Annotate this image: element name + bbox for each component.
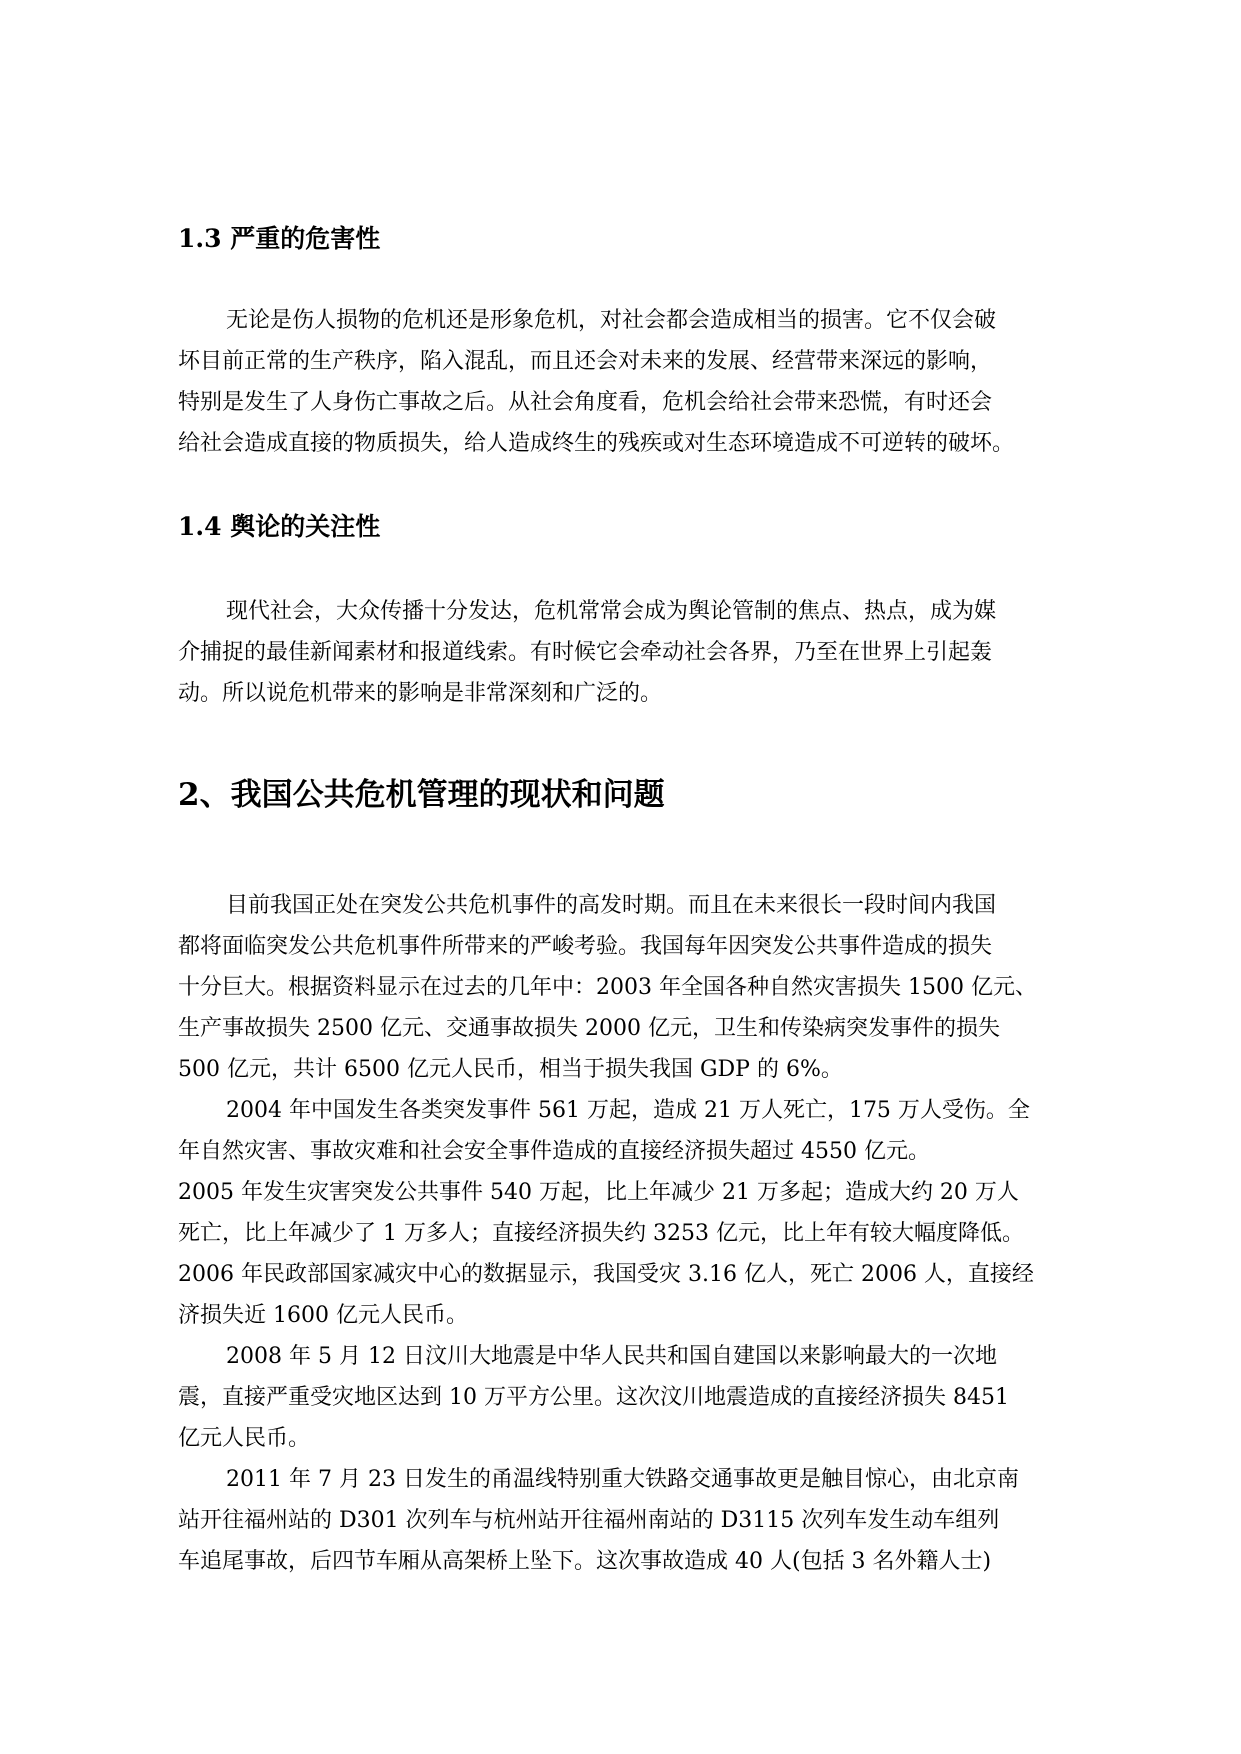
section-heading-2: 2、我国公共危机管理的现状和问题	[178, 777, 665, 813]
paragraph-1-4	[178, 591, 1084, 714]
paragraph-line: 2004 年中国发生各类突发事件 561 万起，造成 21 万人死亡，175 万人受伤。全	[226, 1098, 1030, 1123]
paragraph-line: 无论是伤人损物的危机还是形象危机，对社会都会造成相当的损害。它不仅会破	[226, 308, 997, 333]
paragraph-line: 现代社会，大众传播十分发达，危机常常会成为舆论管制的焦点、热点，成为媒	[226, 599, 997, 624]
paragraph-line: 介捕捉的最佳新闻素材和报道线索。有时候它会牵动社会各界，乃至在世界上引起轰	[178, 640, 993, 665]
paragraph-line: 特别是发生了人身伤亡事故之后。从社会角度看，危机会给社会带来恐慌，有时还会	[178, 390, 993, 415]
paragraph-1-3	[178, 300, 1084, 464]
paragraph-line: 年自然灾害、事故灾难和社会安全事件造成的直接经济损失超过 4550 亿元。	[178, 1139, 930, 1164]
paragraph-line: 动。所以说危机带来的影响是非常深刻和广泛的。	[178, 681, 663, 706]
paragraph-line: 500 亿元，共计 6500 亿元人民币，相当于损失我国 GDP 的 6%。	[178, 1057, 843, 1082]
paragraph-line: 都将面临突发公共危机事件所带来的严峻考验。我国每年因突发公共事件造成的损失	[178, 934, 993, 959]
section-heading-1-3: 1.3 严重的危害性	[178, 224, 381, 253]
paragraph-2-2	[178, 1090, 1084, 1336]
paragraph-line: 坏目前正常的生产秩序，陷入混乱，而且还会对未来的发展、经营带来深远的影响，	[178, 349, 993, 374]
section-heading-1-4: 1.4 舆论的关注性	[178, 512, 381, 541]
paragraph-line: 震，直接严重受灾地区达到 10 万平方公里。这次汶川地震造成的直接经济损失 8451	[178, 1385, 1009, 1410]
paragraph-line: 目前我国正处在突发公共危机事件的高发时期。而且在未来很长一段时间内我国	[226, 893, 997, 918]
paragraph-line: 站开往福州站的 D301 次列车与杭州站开往福州南站的 D3115 次列车发生动车组列	[178, 1508, 1000, 1533]
paragraph-line: 2006 年民政部国家减灾中心的数据显示，我国受灾 3.16 亿人，死亡 2006 人，直接经	[178, 1262, 1034, 1287]
paragraph-line: 济损失近 1600 亿元人民币。	[178, 1303, 468, 1328]
paragraph-line: 给社会造成直接的物质损失，给人造成终生的残疾或对生态环境造成不可逆转的破坏。	[178, 431, 1015, 456]
paragraph-line: 死亡，比上年减少了 1 万多人；直接经济损失约 3253 亿元，比上年有较大幅度降低。	[178, 1221, 1024, 1246]
paragraph-line: 车追尾事故，后四节车厢从高架桥上坠下。这次事故造成 40 人(包括 3 名外籍人士)	[178, 1549, 992, 1574]
paragraph-2-3	[178, 1336, 1084, 1459]
paragraph-2-4	[178, 1459, 1084, 1582]
paragraph-line: 2011 年 7 月 23 日发生的甬温线特别重大铁路交通事故更是触目惊心，由北京南	[226, 1467, 1019, 1492]
paragraph-line: 十分巨大。根据资料显示在过去的几年中：2003 年全国各种自然灾害损失 1500 亿元、	[178, 975, 1037, 1000]
paragraph-line: 亿元人民币。	[178, 1426, 311, 1451]
paragraph-2-1	[178, 885, 1084, 1090]
paragraph-line: 2005 年发生灾害突发公共事件 540 万起，比上年减少 21 万多起；造成大约 20 万人	[178, 1180, 1019, 1205]
paragraph-line: 生产事故损失 2500 亿元、交通事故损失 2000 亿元，卫生和传染病突发事件的损失	[178, 1016, 1000, 1041]
paragraph-line: 2008 年 5 月 12 日汶川大地震是中华人民共和国自建国以来影响最大的一次地	[226, 1344, 997, 1369]
